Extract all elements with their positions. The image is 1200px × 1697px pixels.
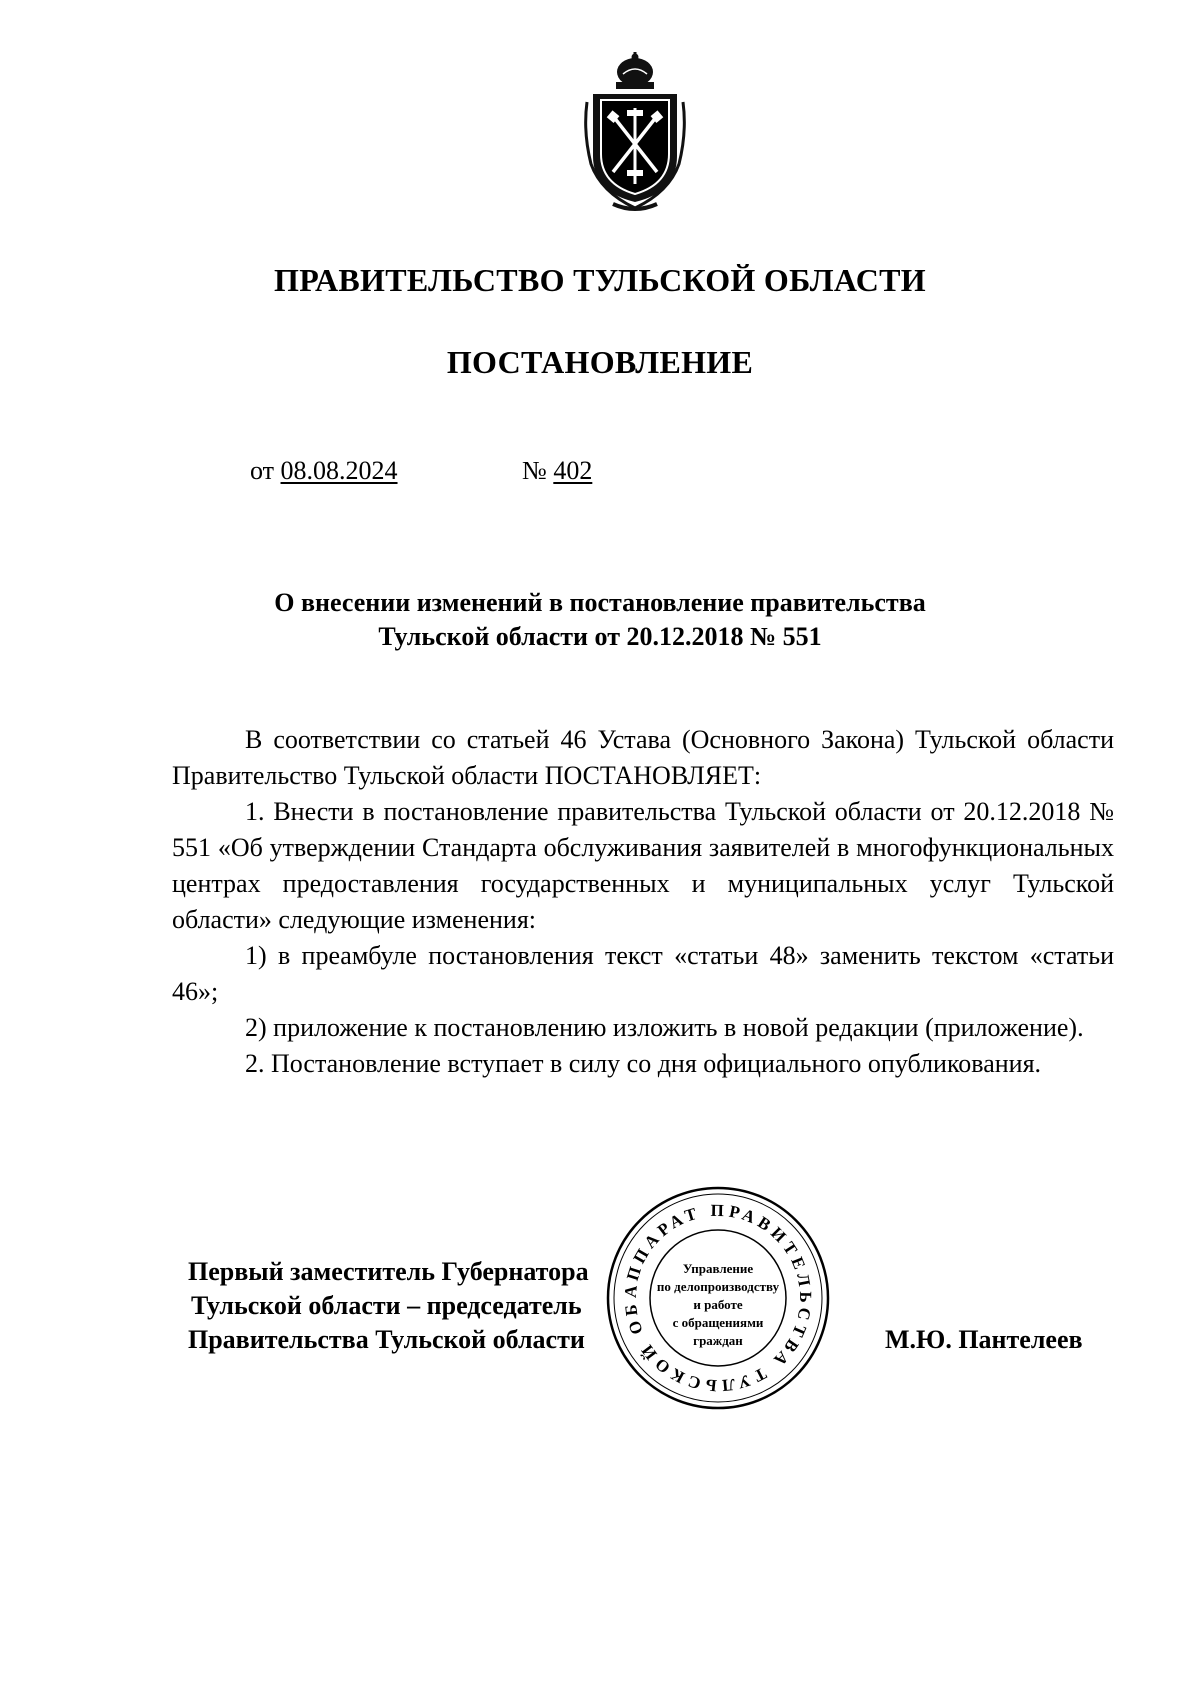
signer-position <box>188 1255 648 1357</box>
stamp-center-line: граждан <box>693 1333 743 1348</box>
date-value: 08.08.2024 <box>280 456 398 485</box>
document-date <box>250 455 398 487</box>
body-paragraph: 1) в преамбуле постановления текст «статьи 48» заменить текстом «статьи 46»; <box>172 941 1114 1006</box>
document-subject <box>180 586 1020 654</box>
number-prefix: № <box>522 456 547 485</box>
stamp-center-line: Управление <box>682 1261 754 1276</box>
signer-position-line: Первый заместитель Губернатора <box>188 1257 589 1286</box>
stamp-ring-text: АППАРАТ ПРАВИТЕЛЬСТВА ТУЛЬСКОЙ ОБЛАСТИ <box>596 1170 816 1396</box>
subject-line-1: О внесении изменений в постановление правительства <box>274 588 926 617</box>
body-paragraph: 2) приложение к постановлению изложить в новой редакции (приложение). <box>245 1013 1084 1042</box>
document-number <box>522 455 592 487</box>
signer-position-line: Правительства Тульской области <box>188 1325 585 1354</box>
date-prefix: от <box>250 456 275 485</box>
number-value: 402 <box>553 456 593 485</box>
signer-name: М.Ю. Пантелеев <box>885 1325 1083 1354</box>
stamp-center-line: по делопроизводству <box>656 1279 780 1294</box>
body-paragraph: В соответствии со статьей 46 Устава (Основного Закона) Тульской области Правительство Тульской области ПОСТАНОВЛЯЕТ: <box>172 725 1114 790</box>
stamp-center-line: и работе <box>693 1297 743 1312</box>
body-paragraph: 1. Внести в постановление правительства Тульской области от 20.12.2018 № 551 «Об утверждении Стандарта обслуживания заявителей в многофункциональных центрах предоставления государственных и муниципальных услуг Тульской области» следующие изменения: <box>172 797 1114 934</box>
stamp-center-line: с обращениями <box>672 1315 764 1330</box>
official-stamp <box>596 1170 831 1411</box>
document-body <box>172 722 1114 1082</box>
subject-line-2: Тульской области от 20.12.2018 № 551 <box>378 622 822 651</box>
government-title: ПРАВИТЕЛЬСТВО ТУЛЬСКОЙ ОБЛАСТИ <box>274 262 926 298</box>
coat-of-arms-icon <box>583 52 687 214</box>
body-paragraph: 2. Постановление вступает в силу со дня официального опубликования. <box>245 1049 1042 1078</box>
signer-position-line: Тульской области – председатель <box>191 1291 582 1320</box>
document-type: ПОСТАНОВЛЕНИЕ <box>446 344 754 380</box>
